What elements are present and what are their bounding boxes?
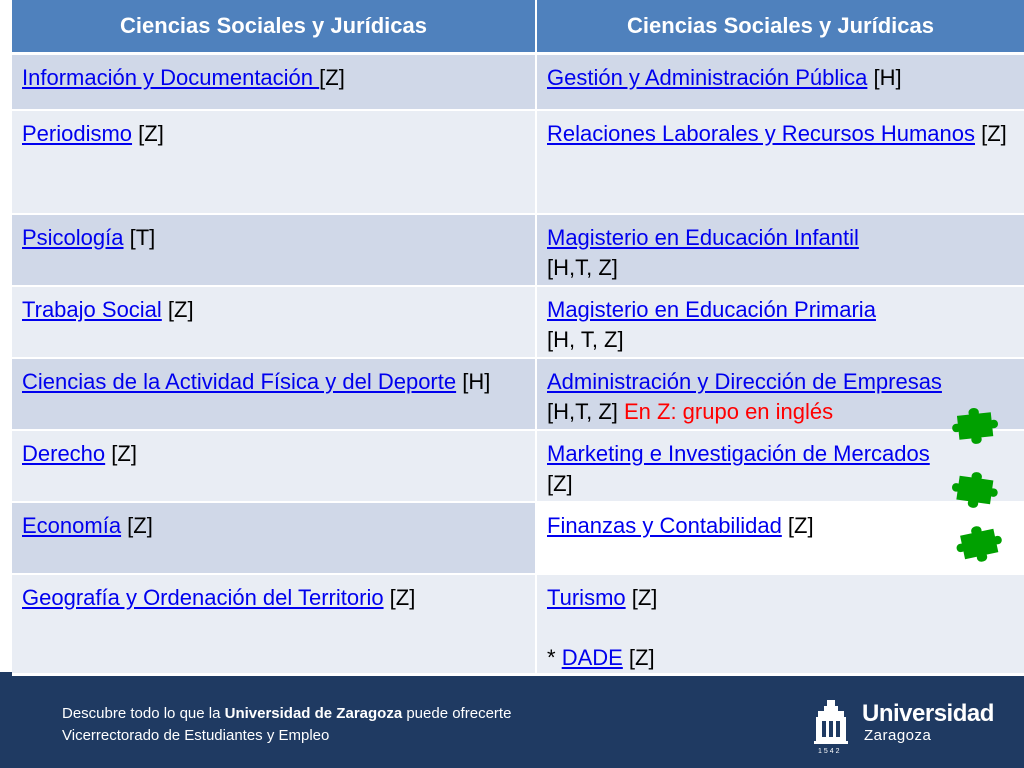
campus-code: [Z] xyxy=(547,470,573,496)
degree-link[interactable]: DADE xyxy=(561,644,623,670)
campus-code: [Z] xyxy=(383,584,416,610)
campus-code: [H] xyxy=(867,65,902,90)
table-cell xyxy=(12,54,536,110)
degree-link[interactable]: Marketing e Investigación de Mercados xyxy=(547,440,930,466)
table-cell xyxy=(12,574,536,674)
footer-tagline-bold: Universidad de Zaragoza xyxy=(224,705,403,722)
logo-university: Universidad xyxy=(862,700,994,727)
footer-tagline-post: puede ofrecerte xyxy=(402,705,512,722)
table-row xyxy=(12,54,1024,110)
table-cell xyxy=(12,430,536,502)
table-cell xyxy=(536,214,1024,286)
campus-code: [Z] xyxy=(161,296,194,322)
table-row xyxy=(12,502,1024,574)
degree-link[interactable]: Magisterio en Educación Infantil xyxy=(547,224,859,250)
table-row xyxy=(12,430,1024,502)
campus-code: [Z] xyxy=(622,644,655,670)
puzzle-piece-icon xyxy=(946,402,1004,448)
puzzle-piece-icon xyxy=(946,466,1004,512)
footnote-marker: * xyxy=(547,644,562,670)
campus-code: [H,T, Z] xyxy=(547,398,624,424)
table-cell xyxy=(12,502,536,574)
campus-code: [H,T, Z] xyxy=(547,254,618,280)
campus-code: [Z] xyxy=(319,65,345,90)
table-cell xyxy=(536,574,1024,674)
table-cell xyxy=(12,358,536,430)
table-cell xyxy=(536,54,1024,110)
table-cell xyxy=(12,110,536,214)
table-cell xyxy=(536,286,1024,358)
degree-link[interactable]: Gestión y Administración Pública xyxy=(547,65,868,90)
campus-code: [H] xyxy=(456,368,491,394)
table-row xyxy=(12,110,1024,214)
campus-code: [Z] xyxy=(975,120,1007,146)
university-tower-logo-icon xyxy=(812,698,850,750)
degree-link[interactable]: Magisterio en Educación Primaria xyxy=(547,296,876,322)
table-header-row xyxy=(12,0,1024,54)
logo-year: 1542 xyxy=(818,748,842,755)
table-row xyxy=(12,574,1024,674)
puzzle-piece-icon xyxy=(950,520,1008,566)
degree-link[interactable]: Turismo xyxy=(547,584,626,610)
table-cell xyxy=(12,286,536,358)
table-row xyxy=(12,358,1024,430)
table-cell xyxy=(12,214,536,286)
degree-link[interactable]: Ciencias de la Actividad Física y del Deporte xyxy=(22,368,457,394)
degree-link[interactable]: Periodismo xyxy=(22,120,133,146)
degree-link[interactable]: Finanzas y Contabilidad xyxy=(547,512,782,538)
degree-link[interactable]: Geografía y Ordenación del Territorio xyxy=(22,584,384,610)
campus-code: [Z] xyxy=(132,120,164,146)
campus-code: [Z] xyxy=(105,440,137,466)
campus-code: [H, T, Z] xyxy=(547,326,624,352)
column-header-right: Ciencias Sociales y Jurídicas xyxy=(536,0,1024,54)
campus-code: [Z] xyxy=(625,584,658,610)
degree-link[interactable]: Derecho xyxy=(22,440,106,466)
degree-link[interactable]: Economía xyxy=(22,512,122,538)
degrees-table xyxy=(12,0,1024,675)
campus-code: [Z] xyxy=(781,512,814,538)
column-header-left: Ciencias Sociales y Jurídicas xyxy=(12,0,536,54)
campus-code: [Z] xyxy=(121,512,153,538)
logo-city: Zaragoza xyxy=(864,727,932,744)
english-group-note: En Z: grupo en inglés xyxy=(624,398,834,424)
footer-tagline-pre: Descubre todo lo que la xyxy=(62,705,225,722)
degree-link[interactable]: Información y Documentación xyxy=(22,65,320,90)
table-row xyxy=(12,214,1024,286)
footer-department: Vicerrectorado de Estudiantes y Empleo xyxy=(62,727,330,744)
degree-link[interactable]: Administración y Dirección de Empresas xyxy=(547,368,942,394)
degree-link[interactable]: Trabajo Social xyxy=(22,296,162,322)
table-cell xyxy=(536,110,1024,214)
campus-code: [T] xyxy=(123,224,156,250)
table-row xyxy=(12,286,1024,358)
footer-bar xyxy=(0,676,1024,768)
degree-link[interactable]: Psicología xyxy=(22,224,124,250)
degree-link[interactable]: Relaciones Laborales y Recursos Humanos xyxy=(547,120,975,146)
footer-tagline xyxy=(62,705,511,722)
